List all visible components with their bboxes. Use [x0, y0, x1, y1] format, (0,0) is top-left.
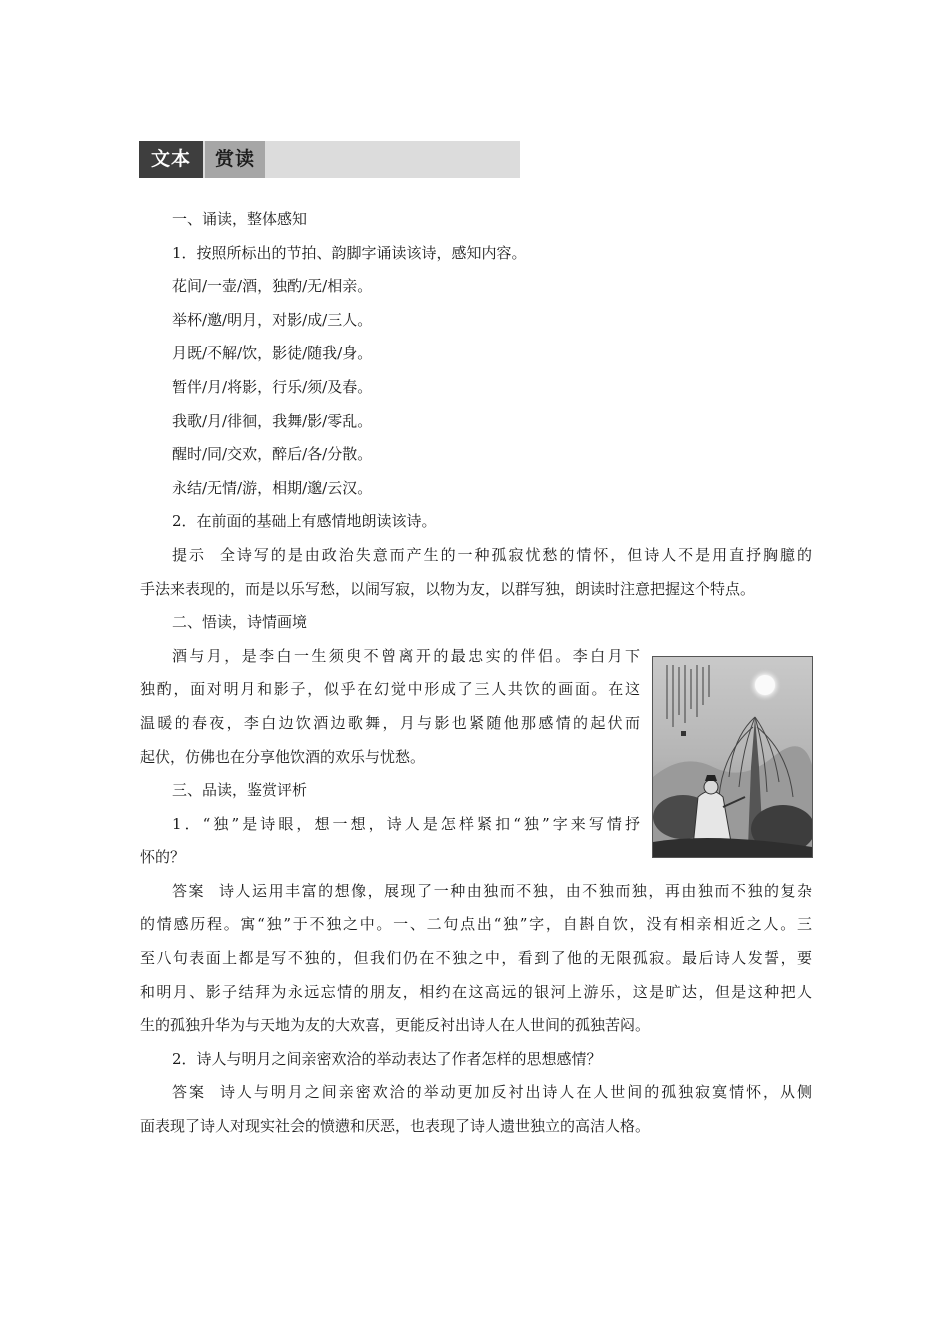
answer-1-text-1: 诗人运用丰富的想像，展现了一种由独而不独，由不独而独，再由独而不独的复杂 [219, 881, 812, 900]
section-3-question-2: 2．诗人与明月之间亲密欢洽的举动表达了作者怎样的思想感情？ [172, 1049, 602, 1068]
answer-1-label: 答案 [172, 881, 206, 900]
section-banner [139, 141, 520, 178]
section-2-title: 二、悟读，诗情画境 [172, 613, 308, 632]
poem-line-2: 举杯/邀/明月，对影/成/三人。 [172, 310, 373, 329]
answer-1-line-5: 生的孤独升华为与天地为友的大欢喜，更能反衬出诗人在人世间的孤独苦闷。 [140, 1016, 651, 1035]
tip-paragraph-line-2: 手法来表现的，而是以乐写愁，以闹写寂，以物为友，以群写独，朗读时注意把握这个特点。 [140, 579, 756, 598]
answer-1-line-1 [140, 875, 812, 909]
section-2-line-4: 起伏，仿佛也在分享他饮酒的欢乐与忧愁。 [140, 747, 426, 766]
section-1-title: 一、诵读，整体感知 [172, 210, 308, 228]
answer-2-line-1 [140, 1076, 812, 1110]
answer-2-line-2: 面表现了诗人对现实社会的愤懑和厌恶，也表现了诗人遗世独立的高洁人格。 [140, 1117, 651, 1136]
banner-label-text: 文本 [139, 141, 203, 178]
question-2: 2．在前面的基础上有感情地朗读该诗。 [172, 512, 437, 531]
poem-line-7: 永结/无情/游，相期/邈/云汉。 [172, 478, 373, 497]
answer-2-text-1: 诗人与明月之间亲密欢洽的举动更加反衬出诗人在人世间的孤独寂寞情怀，从侧 [219, 1083, 812, 1102]
li-bai-moon-painting [652, 656, 813, 858]
section-2-line-1: 酒与月，是李白一生须臾不曾离开的最忠实的伴侣。李白月下 [172, 646, 640, 665]
poem-line-3: 月既/不解/饮，影徒/随我/身。 [172, 344, 373, 363]
tip-label: 提示 [172, 545, 206, 564]
tip-text-1: 全诗写的是由政治失意而产生的一种孤寂忧愁的情怀，但诗人不是用直抒胸臆的 [219, 545, 812, 564]
answer-2-label: 答案 [172, 1083, 206, 1102]
poem-line-5: 我歌/月/徘徊，我舞/影/零乱。 [172, 411, 373, 430]
poem-line-1: 花间/一壶/酒，独酌/无/相亲。 [172, 277, 373, 296]
answer-1-line-4: 和明月、影子结拜为永远忘情的朋友，相约在这高远的银河上游乐，这是旷达，但是这种把人 [140, 982, 812, 1001]
section-3-question-1-line-2: 怀的？ [140, 848, 186, 867]
answer-1-line-2: 的情感历程。寓“独”于不独之中。一、二句点出“独”字，自斟自饮，没有相亲相近之人。三 [140, 915, 812, 934]
poem-line-4: 暂伴/月/将影，行乐/须/及春。 [172, 377, 373, 396]
section-3-question-1-line-1: 1．“独”是诗眼，想一想，诗人是怎样紧扣“独”字来写情抒 [172, 814, 640, 833]
section-2-line-2: 独酌，面对明月和影子，似乎在幻觉中形成了三人共饮的画面。在这 [140, 680, 640, 699]
section-2-line-3: 温暖的春夜，李白边饮酒边歌舞，月与影也紧随他那感情的起伏而 [140, 713, 640, 732]
answer-1-line-3: 至八句表面上都是写不独的，但我们仍在不独之中，看到了他的无限孤寂。最后诗人发誓，要 [140, 949, 812, 968]
poem-line-6: 醒时/同/交欢，醉后/各/分散。 [172, 445, 373, 464]
question-1: 1．按照所标出的节拍、韵脚字诵读该诗，感知内容。 [172, 243, 527, 262]
section-3-title: 三、品读，鉴赏评析 [172, 781, 308, 800]
banner-label-reading: 赏读 [205, 141, 265, 178]
tip-paragraph-line-1 [140, 539, 812, 573]
